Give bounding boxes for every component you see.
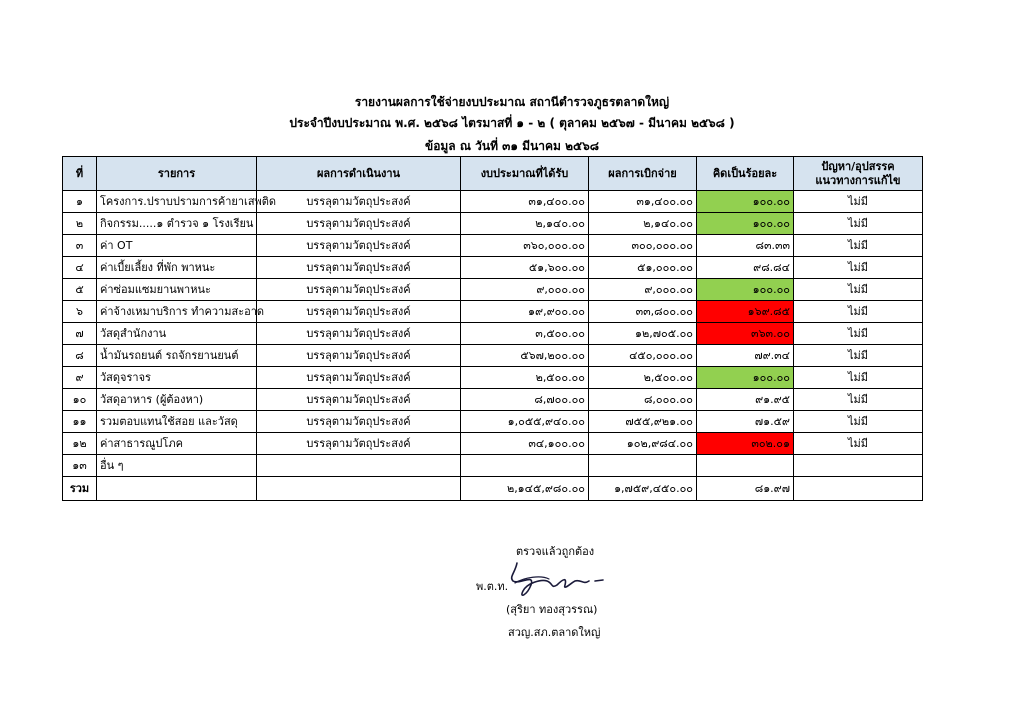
row-budget (461, 455, 589, 477)
table-row (63, 389, 923, 411)
table-row (63, 367, 923, 389)
total-result-cell (257, 477, 461, 501)
row-spent: ๔๕๐,๐๐๐.๐๐ (589, 345, 697, 367)
handwritten-signature (505, 555, 615, 600)
col-header-item: รายการ (97, 157, 257, 191)
table-body (63, 191, 923, 477)
row-number: ๗ (63, 323, 97, 345)
row-percent: ๑๐๐.๐๐ (697, 213, 794, 235)
row-result: บรรลุตามวัตถุประสงค์ (257, 191, 461, 213)
row-budget: ๕๑,๖๐๐.๐๐ (461, 257, 589, 279)
table-row (63, 323, 923, 345)
col-header-budget: งบประมาณที่ได้รับ (461, 157, 589, 191)
row-result: บรรลุตามวัตถุประสงค์ (257, 433, 461, 455)
row-budget: ๓๖๐,๐๐๐.๐๐ (461, 235, 589, 257)
total-item-cell (97, 477, 257, 501)
row-percent: ๑๐๐.๐๐ (697, 367, 794, 389)
total-spent: ๑,๗๕๙,๔๕๐.๐๐ (589, 477, 697, 501)
table-row (63, 279, 923, 301)
row-spent: ๓๐๐,๐๐๐.๐๐ (589, 235, 697, 257)
row-problem: ไม่มี (794, 191, 923, 213)
row-problem: ไม่มี (794, 213, 923, 235)
row-result: บรรลุตามวัตถุประสงค์ (257, 301, 461, 323)
row-item: ค่าจ้างเหมาบริการ ทำความสะอาด (97, 301, 257, 323)
row-number: ๖ (63, 301, 97, 323)
row-number: ๑๑ (63, 411, 97, 433)
row-budget: ๑,๐๕๕,๙๔๐.๐๐ (461, 411, 589, 433)
row-result: บรรลุตามวัตถุประสงค์ (257, 257, 461, 279)
row-percent: ๗๑.๕๙ (697, 411, 794, 433)
row-item: โครงการ.ปราบปรามการค้ายาเสพติด (97, 191, 257, 213)
row-budget: ๓๑,๔๐๐.๐๐ (461, 191, 589, 213)
budget-table (62, 156, 923, 501)
col-header-problem-line2: แนวทางการแก้ไข (815, 173, 901, 187)
row-spent: ๓๑,๔๐๐.๐๐ (589, 191, 697, 213)
row-percent: ๗๙.๓๔ (697, 345, 794, 367)
row-budget: ๕๖๗,๒๐๐.๐๐ (461, 345, 589, 367)
row-problem: ไม่มี (794, 367, 923, 389)
row-percent: ๙๘.๘๔ (697, 257, 794, 279)
report-title: รายงานผลการใช้จ่ายงบประมาณ สถานีตำรวจภูธรตลาดใหญ่ (354, 95, 670, 109)
row-item: ค่าซ่อมแซมยานพาหนะ (97, 279, 257, 301)
row-item: วัสดุจราจร (97, 367, 257, 389)
row-item: ค่าสาธารณูปโภค (97, 433, 257, 455)
table-row (63, 345, 923, 367)
row-result: บรรลุตามวัตถุประสงค์ (257, 345, 461, 367)
row-problem: ไม่มี (794, 433, 923, 455)
row-result: บรรลุตามวัตถุประสงค์ (257, 235, 461, 257)
row-spent: ๒,๑๔๐.๐๐ (589, 213, 697, 235)
total-row (63, 477, 923, 501)
signer-rank: พ.ต.ท. (476, 580, 509, 593)
row-spent (589, 455, 697, 477)
row-problem: ไม่มี (794, 389, 923, 411)
verify-text: ตรวจแล้วถูกต้อง (516, 545, 595, 558)
table-row (63, 213, 923, 235)
row-item: น้ำมันรถยนต์ รถจักรยานยนต์ (97, 345, 257, 367)
row-spent: ๙,๐๐๐.๐๐ (589, 279, 697, 301)
row-percent: ๓๐๒.๐๑ (697, 433, 794, 455)
table-row (63, 433, 923, 455)
row-problem: ไม่มี (794, 257, 923, 279)
row-spent: ๓๓,๘๐๐.๐๐ (589, 301, 697, 323)
row-percent: ๘๓.๓๓ (697, 235, 794, 257)
row-budget: ๘,๗๐๐.๐๐ (461, 389, 589, 411)
row-item: วัสดุสำนักงาน (97, 323, 257, 345)
row-percent: ๑๐๐.๐๐ (697, 191, 794, 213)
row-number: ๙ (63, 367, 97, 389)
table-row (63, 455, 923, 477)
row-problem: ไม่มี (794, 279, 923, 301)
row-item: อื่น ๆ (97, 455, 257, 477)
row-number: ๓ (63, 235, 97, 257)
table-row (63, 301, 923, 323)
row-spent: ๑๒,๗๐๕.๐๐ (589, 323, 697, 345)
row-budget: ๓๔,๑๐๐.๐๐ (461, 433, 589, 455)
row-budget: ๒,๕๐๐.๐๐ (461, 367, 589, 389)
row-problem: ไม่มี (794, 301, 923, 323)
row-budget: ๑๙,๙๐๐.๐๐ (461, 301, 589, 323)
total-problem-cell (794, 477, 923, 501)
table-row (63, 411, 923, 433)
row-result (257, 455, 461, 477)
row-spent: ๕๑,๐๐๐.๐๐ (589, 257, 697, 279)
row-result: บรรลุตามวัตถุประสงค์ (257, 411, 461, 433)
total-percent: ๘๑.๙๗ (697, 477, 794, 501)
col-header-problem-line1: ปัญหา/อุปสรรค (821, 159, 895, 173)
row-number: ๘ (63, 345, 97, 367)
row-spent: ๘,๐๐๐.๐๐ (589, 389, 697, 411)
row-budget: ๓,๕๐๐.๐๐ (461, 323, 589, 345)
row-percent: ๙๑.๙๕ (697, 389, 794, 411)
row-result: บรรลุตามวัตถุประสงค์ (257, 279, 461, 301)
row-item: ค่า OT (97, 235, 257, 257)
row-item: ค่าเบี้ยเลี้ยง ที่พัก พาหนะ (97, 257, 257, 279)
col-header-no: ที่ (63, 157, 97, 191)
row-spent: ๗๕๕,๙๒๑.๐๐ (589, 411, 697, 433)
row-percent: ๓๖๓.๐๐ (697, 323, 794, 345)
table-row (63, 191, 923, 213)
col-header-percent: คิดเป็นร้อยละ (697, 157, 794, 191)
table-row (63, 257, 923, 279)
total-label: รวม (63, 477, 97, 501)
col-header-problem (794, 157, 923, 191)
row-spent: ๒,๕๐๐.๐๐ (589, 367, 697, 389)
signer-name: (สุริยา ทองสุวรรณ) (506, 603, 598, 616)
total-budget: ๒,๑๔๕,๙๘๐.๐๐ (461, 477, 589, 501)
col-header-spent: ผลการเบิกจ่าย (589, 157, 697, 191)
row-number: ๑๐ (63, 389, 97, 411)
table-row (63, 235, 923, 257)
row-problem: ไม่มี (794, 323, 923, 345)
row-number: ๕ (63, 279, 97, 301)
signer-position: สวญ.สภ.ตลาดใหญ่ (508, 626, 601, 639)
row-percent: ๑๖๙.๘๕ (697, 301, 794, 323)
row-result: บรรลุตามวัตถุประสงค์ (257, 213, 461, 235)
report-date: ข้อมูล ณ วันที่ ๓๑ มีนาคม ๒๕๖๘ (424, 139, 600, 153)
row-budget: ๒,๑๔๐.๐๐ (461, 213, 589, 235)
row-number: ๑ (63, 191, 97, 213)
row-number: ๑๒ (63, 433, 97, 455)
row-problem: ไม่มี (794, 345, 923, 367)
row-result: บรรลุตามวัตถุประสงค์ (257, 367, 461, 389)
row-number: ๑๓ (63, 455, 97, 477)
row-percent: ๑๐๐.๐๐ (697, 279, 794, 301)
table-header-row (63, 157, 923, 191)
row-number: ๒ (63, 213, 97, 235)
row-percent (697, 455, 794, 477)
row-problem (794, 455, 923, 477)
row-item: กิจกรรม.....๑ ตำรวจ ๑ โรงเรียน (97, 213, 257, 235)
col-header-result: ผลการดำเนินงาน (257, 157, 461, 191)
report-subtitle: ประจำปีงบประมาณ พ.ศ. ๒๕๖๘ ไตรมาสที่ ๑ - ๒ ( ตุลาคม ๒๕๖๗ - มีนาคม ๒๕๖๘ ) (289, 116, 735, 130)
row-result: บรรลุตามวัตถุประสงค์ (257, 389, 461, 411)
row-item: รวมตอบแทนใช้สอย และวัสดุ (97, 411, 257, 433)
row-problem: ไม่มี (794, 235, 923, 257)
row-number: ๔ (63, 257, 97, 279)
row-result: บรรลุตามวัตถุประสงค์ (257, 323, 461, 345)
row-item: วัสดุอาหาร (ผู้ต้องหา) (97, 389, 257, 411)
row-budget: ๙,๐๐๐.๐๐ (461, 279, 589, 301)
row-spent: ๑๐๒,๙๘๔.๐๐ (589, 433, 697, 455)
row-problem: ไม่มี (794, 411, 923, 433)
